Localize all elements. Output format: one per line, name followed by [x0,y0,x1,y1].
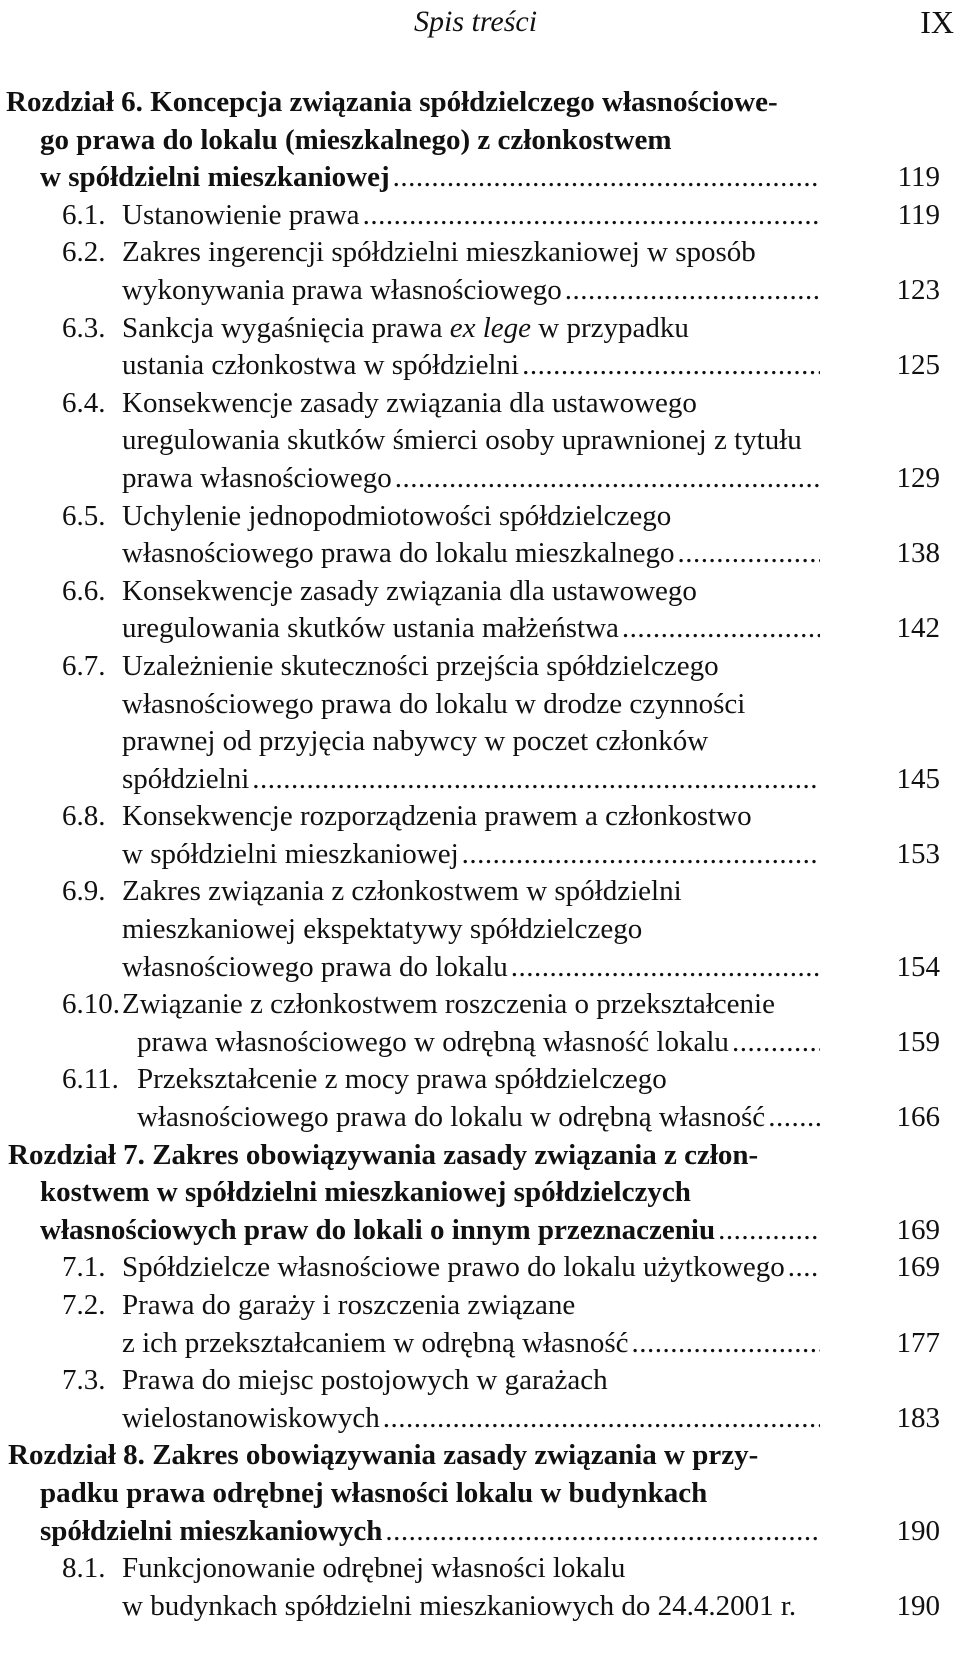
toc-entry-7-1[interactable] [0,1249,960,1287]
entry-title: Uzależnienie skuteczności przejścia spółdzielczego [122,649,719,682]
entry-title: Sankcja wygaśnięcia prawa ex lege w przypadku [122,311,689,344]
entry-title: własnościowego prawa do lokalu [122,950,508,983]
chapter-title-line: w spółdzielni mieszkaniowej ..... [40,159,820,197]
leader-dots [732,1024,820,1062]
entry-title: Funkcjonowanie odrębnej własności lokalu [122,1552,626,1585]
entry-title: mieszkaniowej ekspektatywy spółdzielczego [122,913,643,946]
entry-title: Konsekwencje rozporządzenia prawem a członkostwo [122,800,752,833]
entry-number: 6.1. [62,198,106,231]
leader-dots [677,535,820,573]
page-number: 166 [896,1101,940,1134]
toc-entry-6-6[interactable] [0,573,960,648]
page-number: 123 [896,273,940,306]
chapter-title-line: własnościowych praw do lokali o innym przeznaczeniu ..... [40,1212,820,1250]
page-number: 142 [896,612,940,645]
page-number: 138 [896,537,940,570]
entry-title: prawnej od przyjęcia nabywcy w poczet członków [122,725,709,758]
chapter-title-line: spółdzielni mieszkaniowych ..... [40,1513,820,1551]
toc-chapter-8[interactable] [0,1437,960,1550]
leader-dots [768,1099,820,1137]
page-number: 159 [896,1025,940,1058]
entry-title: spółdzielni [122,762,250,795]
entry-title: własnościowego prawa do lokalu w drodze czynności [122,687,746,720]
entry-title: w spółdzielni mieszkaniowej [122,837,459,870]
page-number: 169 [896,1251,940,1284]
entry-title: prawa własnościowego [122,461,392,494]
chapter-label: Rozdział 8. [8,1439,145,1472]
toc-entry-6-1[interactable] [0,197,960,235]
page-number: 145 [896,762,940,795]
toc-entry-6-7[interactable] [0,648,960,798]
page-number: 153 [896,837,940,870]
leader-dots [565,272,820,310]
table-of-contents [0,84,960,1625]
page-number: 177 [896,1326,940,1359]
leader-dots [252,761,820,799]
entry-number: 6.3. [62,311,106,344]
entry-title: prawa własnościowego w odrębną własność lokalu [137,1025,729,1058]
chapter-label: Rozdział 7. [8,1138,145,1171]
chapter-title-line: padku prawa odrębnej własności lokalu w budynkach [40,1476,708,1509]
page-number: 154 [896,950,940,983]
page-number: 190 [896,1514,940,1547]
running-header-title: Spis treści [414,5,538,38]
entry-number: 8.1. [62,1552,106,1585]
leader-dots [622,610,820,648]
toc-entry-6-2[interactable] [0,234,960,309]
entry-title: Przekształcenie z mocy prawa spółdzielczego [137,1063,667,1096]
entry-title: Spółdzielcze własnościowe prawo do lokalu użytkowego [122,1251,785,1284]
entry-number: 6.5. [62,499,106,532]
entry-title: Ustanowienie prawa [122,198,360,231]
leader-dots [718,1212,820,1250]
leader-dots [788,1249,820,1287]
toc-entry-6-4[interactable] [0,385,960,498]
page-number: 129 [896,461,940,494]
entry-title: Zakres związania z członkostwem w spółdzielni [122,875,682,908]
entry-title: własnościowego prawa do lokalu mieszkalnego [122,537,675,570]
entry-title: Konsekwencje zasady związania dla ustawowego [122,574,697,607]
leader-dots [385,1513,820,1551]
toc-entry-6-10[interactable] [0,986,960,1061]
toc-entry-6-11[interactable] [0,1061,960,1136]
toc-entry-6-9[interactable] [0,873,960,986]
entry-number: 6.8. [62,800,106,833]
entry-number: 6.4. [62,386,106,419]
chapter-title-line: Rozdział 7. Zakres obowiązywania zasady związania z człon- [8,1138,759,1171]
entry-title: w budynkach spółdzielni mieszkaniowych do 24.4.2001 r. [122,1589,797,1622]
entry-number: 6.11. [62,1063,119,1096]
leader-dots [631,1325,820,1363]
entry-number: 7.1. [62,1251,106,1284]
leader-dots [511,949,820,987]
chapter-title-line: kostwem w spółdzielni mieszkaniowej spółdzielczych [40,1176,691,1209]
running-header-page-number: IX [920,4,954,40]
chapter-label: Rozdział 6. [6,86,143,118]
leader-dots [395,460,820,498]
leader-dots [363,197,820,235]
page-number: 119 [897,198,940,231]
chapter-title-line: Rozdział 8. Zakres obowiązywania zasady związania w przy- [8,1439,759,1472]
chapter-title-line: Rozdział 6. Koncepcja związania spółdzielczego własnościowe- [6,86,778,118]
toc-entry-6-5[interactable] [0,498,960,573]
entry-title: ustania członkostwa w spółdzielni [122,349,520,382]
entry-number: 6.7. [62,649,106,682]
page-number: 190 [896,1589,940,1622]
toc-entry-7-3[interactable] [0,1362,960,1437]
toc-entry-6-8[interactable] [0,798,960,873]
toc-entry-8-1[interactable] [0,1550,960,1625]
entry-title: Prawa do garaży i roszczenia związane [122,1289,576,1321]
leader-dots [393,159,820,197]
toc-entry-6-3[interactable] [0,310,960,385]
entry-title: Prawa do miejsc postojowych w garażach [122,1364,608,1397]
entry-title: wielostanowiskowych [122,1401,380,1434]
entry-title: wykonywania prawa własnościowego [122,273,562,306]
entry-title: własnościowego prawa do lokalu w odrębną własność [137,1101,766,1134]
chapter-title-line: go prawa do lokalu (mieszkalnego) z członkostwem [40,123,672,156]
entry-title: z ich przekształcaniem w odrębną własność [122,1326,629,1359]
entry-number: 6.6. [62,574,106,607]
entry-title: uregulowania skutków śmierci osoby uprawnionej z tytułu [122,424,802,457]
entry-number: 6.9. [62,875,106,908]
entry-title: Uchylenie jednopodmiotowości spółdzielczego [122,499,672,532]
leader-dots [522,347,820,385]
entry-number: 6.2. [62,236,106,269]
leader-dots [383,1400,820,1438]
toc-chapter-6[interactable] [0,84,960,197]
entry-title: Konsekwencje zasady związania dla ustawowego [122,386,697,419]
page-number: 119 [897,161,940,194]
entry-number: 7.3. [62,1364,106,1397]
entry-title: Związanie z członkostwem roszczenia o przekształcenie [122,988,775,1021]
latin-phrase: ex lege [449,311,532,344]
page-number: 125 [896,349,940,382]
entry-number: 7.2. [62,1289,106,1321]
page-number: 183 [896,1401,940,1434]
toc-entry-7-2[interactable] [0,1287,960,1362]
entry-title: Zakres ingerencji spółdzielni mieszkaniowej w sposób [122,236,756,269]
page-number: 169 [896,1213,940,1246]
leader-dots [462,836,820,874]
entry-title: uregulowania skutków ustania małżeństwa [122,612,619,645]
toc-chapter-7[interactable] [0,1137,960,1250]
entry-number: 6.10. [62,988,120,1021]
